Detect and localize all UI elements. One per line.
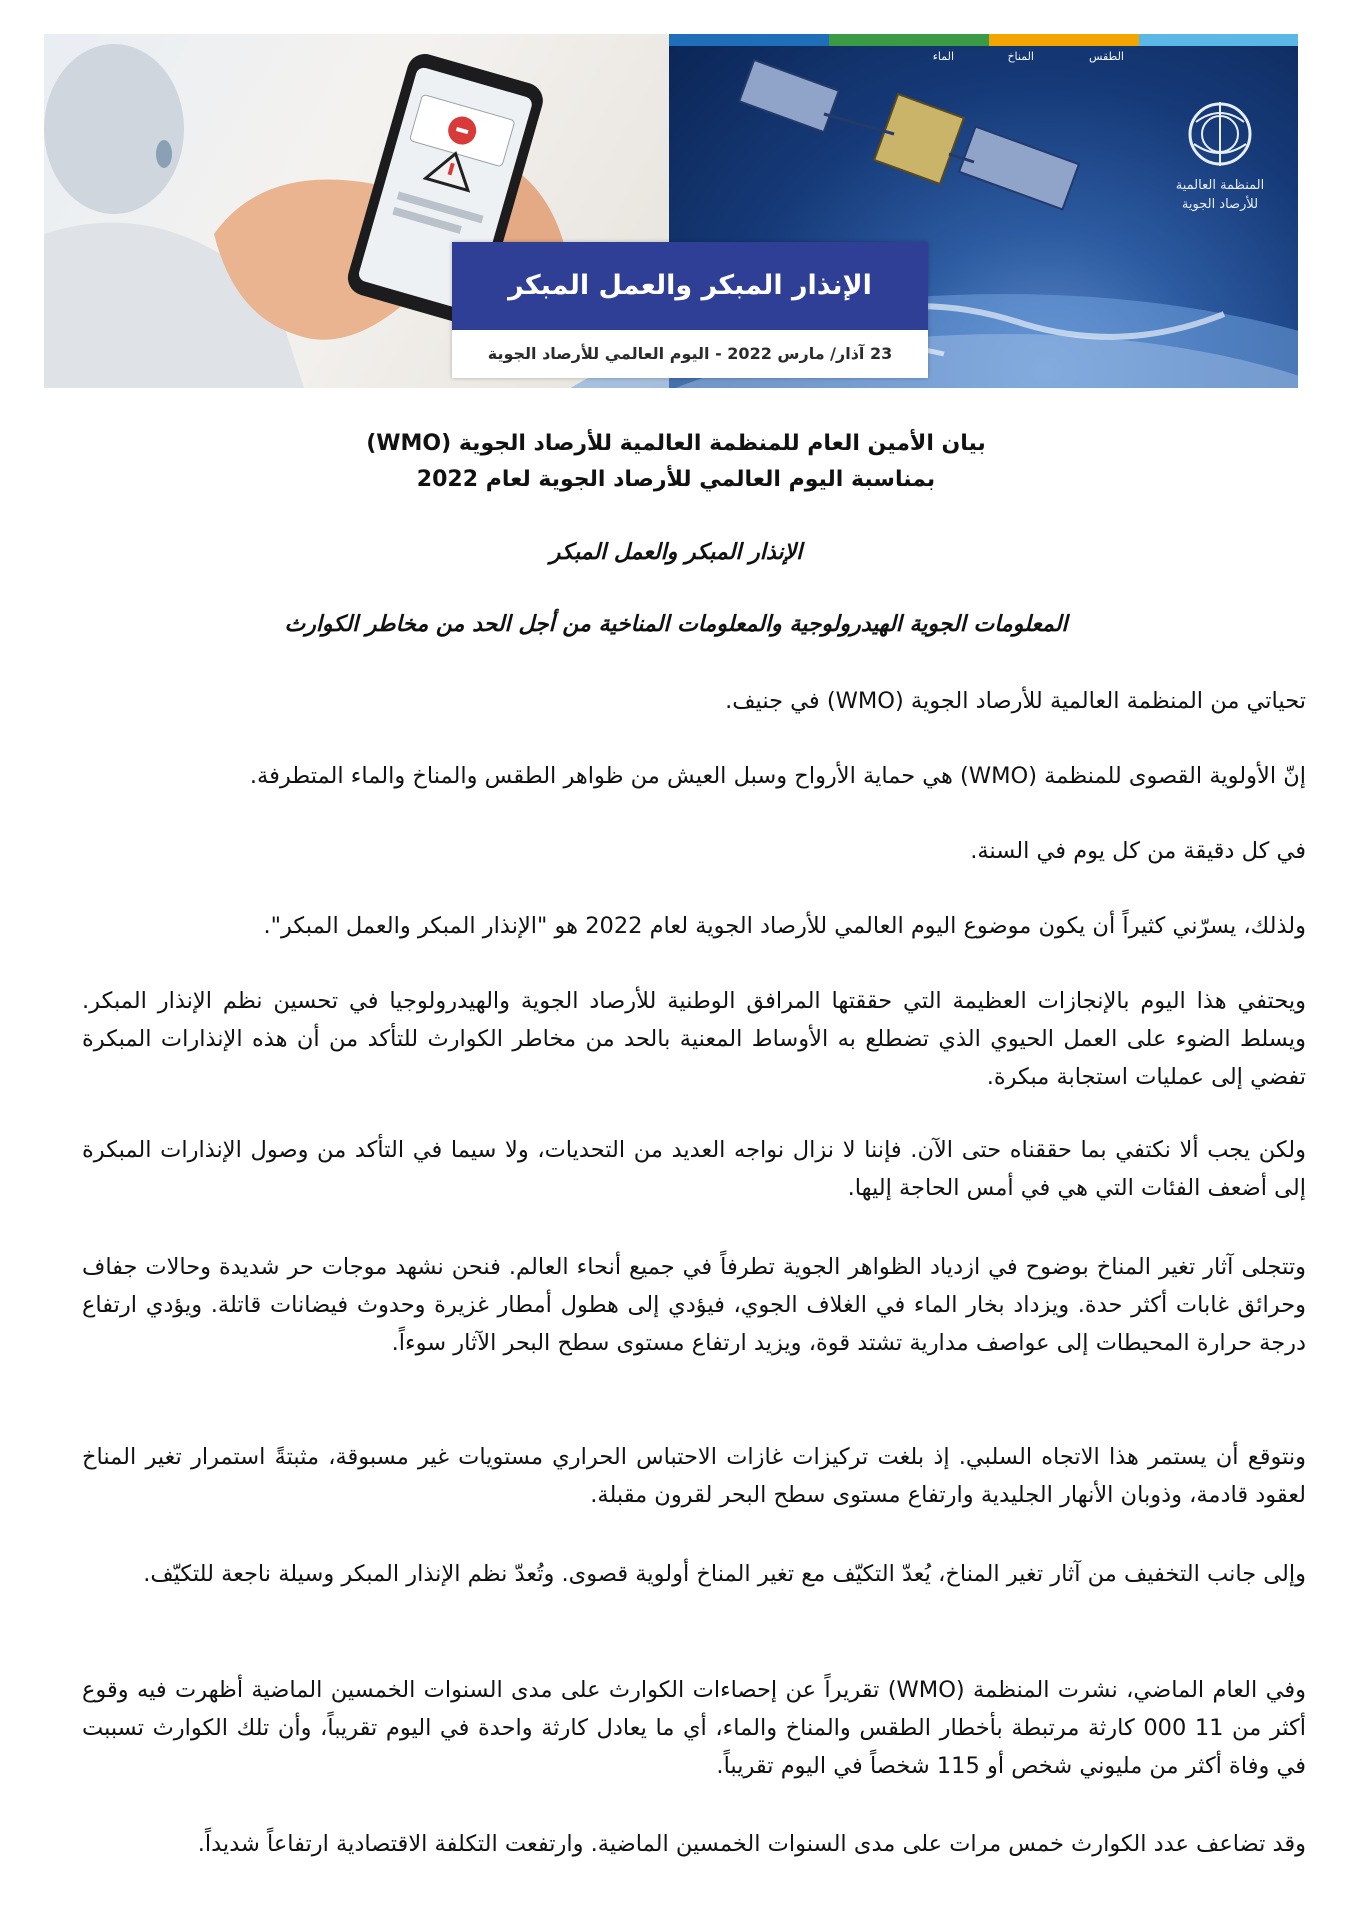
- paragraph-3: [82, 832, 1306, 870]
- paragraph-text: ويحتفي هذا اليوم بالإنجازات العظيمة التي حققتها المرافق الوطنية للأرصاد الجوية والهيدرولوجيا في تحسين نظم الإنذار المبكر. ويسلط الضوء على العمل الحيوي الذي تضطلع به الأوساط المعنية بالحد من مخاطر الكوارث للتأكد من أن هذه الإنذارات المبكرة تفضي إلى عمليات استجابة مبكرة.: [82, 988, 1306, 1090]
- paragraph-text: وتتجلى آثار تغير المناخ بوضوح في ازدياد الظواهر الجوية تطرفاً في جميع أنحاء العالم. فنحن نشهد موجات حر شديدة وحالات جفاف وحرائق غابات أكثر حدة. ويزداد بخار الماء في الغلاف الجوي، فيؤدي إلى هطول أمطار غزيرة وحدوث فيضانات قاتلة. ويؤدي ارتفاع درجة حرارة المحيطات إلى عواصف مدارية تشتد قوة، ويزيد ارتفاع مستوى سطح البحر الآثار سوءاً.: [82, 1254, 1306, 1356]
- earbud-icon: [156, 140, 172, 168]
- paragraph-10: [82, 1671, 1306, 1785]
- statement-theme: الإنذار المبكر والعمل المبكر: [549, 540, 803, 565]
- paragraph-text: ونتوقع أن يستمر هذا الاتجاه السلبي. إذ بلغت تركيزات غازات الاحتباس الحراري مستويات غير مسبوقة، مثبتةً استمرار تغير المناخ لعقود قادمة، وذوبان الأنهار الجليدية وارتفاع مستوى سطح البحر لقرون مقبلة.: [82, 1444, 1306, 1508]
- wmo-logo-text: [1150, 176, 1290, 214]
- paragraph-2: [82, 757, 1306, 795]
- satellite-icon: [739, 60, 1079, 209]
- person-head: [44, 44, 184, 214]
- paragraph-9: [82, 1555, 1306, 1593]
- paragraph-text: إنّ الأولوية القصوى للمنظمة (WMO) هي حماية الأرواح وسبل العيش من ظواهر الطقس والمناخ والماء المتطرفة.: [249, 763, 1306, 789]
- paragraph-6: [82, 1131, 1306, 1207]
- paragraph-text: تحياتي من المنظمة العالمية للأرصاد الجوية (WMO) في جنيف.: [725, 688, 1306, 714]
- paragraph-7: [82, 1248, 1306, 1362]
- paragraph-5: [82, 982, 1306, 1096]
- label-water: الماء: [932, 50, 954, 63]
- paragraph-8: [82, 1438, 1306, 1514]
- wmo-logo: [1150, 84, 1290, 234]
- paragraph-text: ولذلك، يسرّني كثيراً أن يكون موضوع اليوم العالمي للأرصاد الجوية لعام 2022 هو "الإنذار المبكر والعمل المبكر".: [263, 913, 1306, 939]
- paragraph-text: وإلى جانب التخفيف من آثار تغير المناخ، يُعدّ التكيّف مع تغير المناخ أولوية قصوى. وتُعدّ نظم الإنذار المبكر وسيلة ناجعة للتكيّف.: [143, 1561, 1306, 1587]
- logo-line-1: المنظمة العالمية: [1175, 178, 1265, 193]
- paragraph-4: [82, 907, 1306, 945]
- paragraph-1: [82, 682, 1306, 720]
- banner-theme-title: الإنذار المبكر والعمل المبكر: [508, 270, 872, 301]
- statement-subtheme: المعلومات الجوية الهيدرولوجية والمعلومات المناخية من أجل الحد من مخاطر الكوارث: [284, 612, 1068, 637]
- statement-title: [100, 426, 1252, 498]
- label-climate: المناخ: [1007, 50, 1034, 63]
- statement-title-line2: بمناسبة اليوم العالمي للأرصاد الجوية لعام 2022: [416, 467, 936, 492]
- banner-image: [44, 34, 1298, 388]
- logo-line-2: للأرصاد الجوية: [1181, 197, 1259, 212]
- paragraph-text: وقد تضاعف عدد الكوارث خمس مرات على مدى السنوات الخمسين الماضية. وارتفعت التكلفة الاقتصادية ارتفاعاً شديداً.: [197, 1831, 1306, 1857]
- label-weather: الطقس: [1088, 50, 1124, 63]
- paragraph-text: في كل دقيقة من كل يوم في السنة.: [970, 838, 1306, 864]
- paragraph-text: ولكن يجب ألا نكتفي بما حققناه حتى الآن. فإننا لا نزال نواجه العديد من التحديات، ولا سيما في التأكد من وصول الإنذارات المبكرة إلى أضعف الفئات التي هي في أمس الحاجة إليها.: [82, 1137, 1306, 1201]
- banner-title-box: [452, 242, 928, 378]
- banner-date-subtitle: 23 آذار/ مارس 2022 - اليوم العالمي للأرصاد الجوية: [487, 344, 893, 363]
- paragraph-text: وفي العام الماضي، نشرت المنظمة (WMO) تقريراً عن إحصاءات الكوارث على مدى السنوات الخمسين الماضية أظهرت فيه وقوع أكثر من 11 000 كارثة مرتبطة بأخطار الطقس والمناخ والماء، أي ما يعادل كارثة واحدة في اليوم تقريباً، وأن تلك الكوارث تسببت في وفاة أكثر من مليوني شخص أو 115 شخصاً في اليوم تقريباً.: [82, 1677, 1306, 1779]
- statement-title-line1: بيان الأمين العام للمنظمة العالمية للأرصاد الجوية (WMO): [366, 431, 986, 456]
- paragraph-11: [82, 1825, 1306, 1863]
- domain-labels: [904, 42, 1144, 66]
